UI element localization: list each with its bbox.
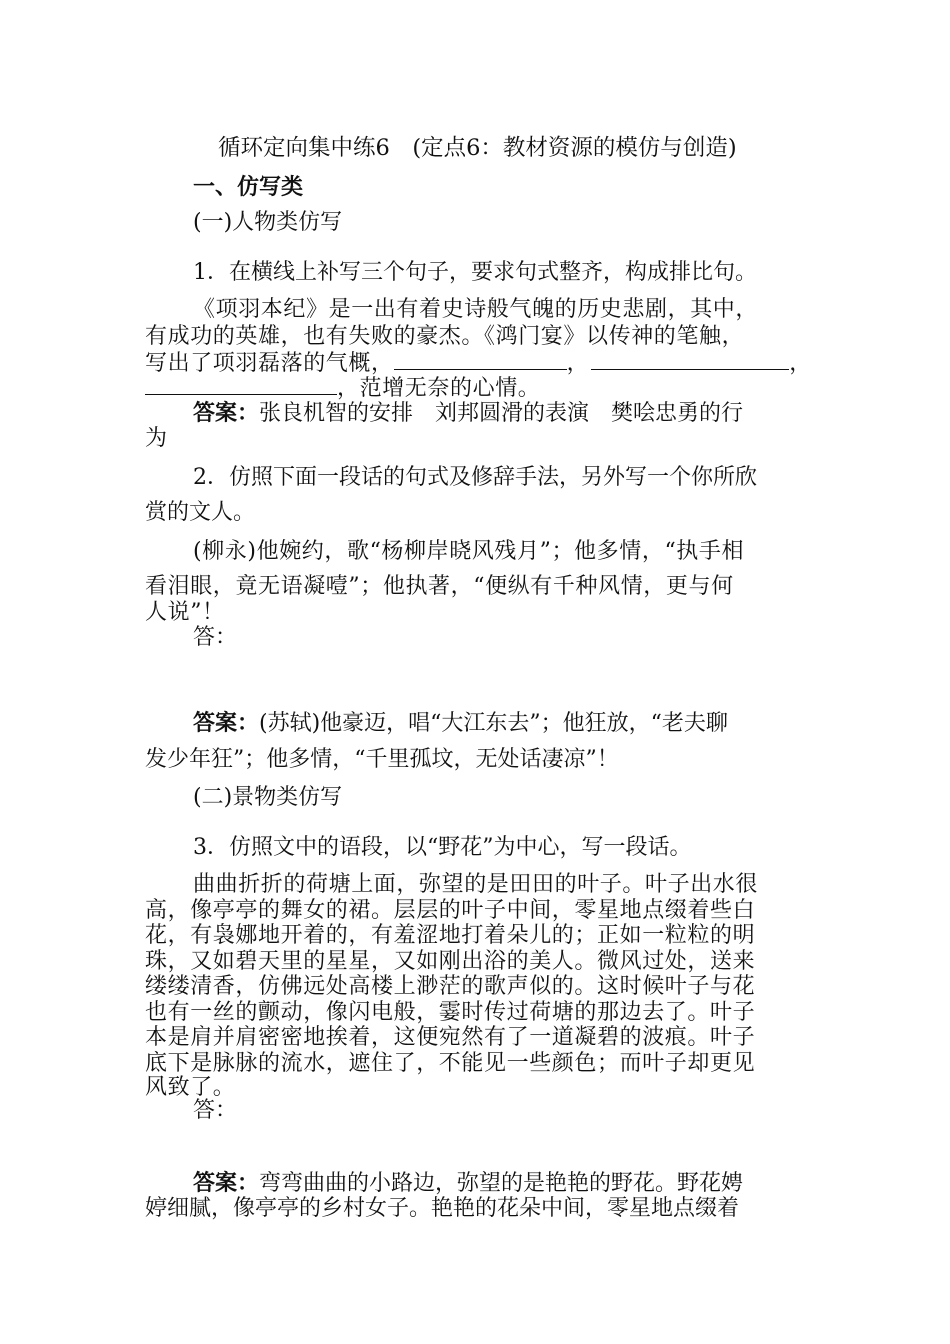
answer-prompt: 答： — [193, 1098, 238, 1123]
fill-blank-1[interactable] — [394, 349, 567, 370]
answer-label: 答案： — [193, 1170, 260, 1196]
question-3-answer-cont: 婷细腻，像亭亭的乡村女子。艳艳的花朵中间，零星地点缀着 — [145, 1196, 740, 1221]
question-3-passage-line: 高，像亭亭的舞女的裙。层层的叶子中间，零星地点缀着些白 — [145, 898, 756, 923]
question-1-passage-line: 有成功的英雄，也有失败的豪杰。《鸿门宴》以传神的笔触， — [145, 324, 745, 349]
answer-label: 答案： — [193, 400, 260, 426]
answer-text: 张良机智的安排 刘邦圆滑的表演 樊哙忠勇的行 — [259, 401, 744, 426]
answer-text: 弯弯曲曲的小路边，弥望的是艳艳的野花。野花娉 — [259, 1171, 744, 1196]
page-title: 循环定向集中练6 (定点6：教材资源的模仿与创造) — [218, 135, 737, 161]
passage-text: ，范增无奈的心情。 — [337, 376, 541, 401]
subsection-heading: (一)人物类仿写 — [193, 210, 343, 235]
question-3-passage-line: 缕缕清香，仿佛远处高楼上渺茫的歌声似的。这时候叶子与花 — [145, 974, 756, 999]
question-3-prompt: 3．仿照文中的语段，以“野花”为中心，写一段话。 — [193, 835, 692, 860]
section-heading: 一、仿写类 — [193, 174, 304, 200]
question-2-answer-cont: 发少年狂”；他多情，“千里孤坟，无处话凄凉”！ — [145, 747, 619, 772]
question-3-passage-line: 本是肩并肩密密地挨着，这便宛然有了一道凝碧的波痕。叶子 — [145, 1025, 756, 1050]
question-1-prompt: 1．在横线上补写三个句子，要求句式整齐，构成排比句。 — [193, 260, 757, 285]
question-3-passage-line: 也有一丝的颤动，像闪电般，霎时传过荷塘的那边去了。叶子 — [145, 1000, 756, 1025]
passage-text: 写出了项羽磊落的气概， — [145, 351, 394, 376]
question-2-prompt: 2．仿照下面一段话的句式及修辞手法，另外写一个你所欣 — [193, 465, 757, 490]
question-3-passage-line: 曲曲折折的荷塘上面，弥望的是田田的叶子。叶子出水很 — [193, 872, 759, 897]
separator: ， — [566, 351, 590, 376]
subsection-heading: (二)景物类仿写 — [193, 785, 343, 810]
question-2-passage-line: 人说”！ — [145, 600, 225, 625]
question-3-passage-line: 风致了。 — [145, 1075, 236, 1100]
answer-text: (苏轼)他豪迈，唱“大江东去”；他狂放，“老夫聊 — [259, 711, 728, 736]
question-3-passage-line: 底下是脉脉的流水，遮住了，不能见一些颜色；而叶子却更见 — [145, 1051, 756, 1076]
question-2-prompt-cont: 赏的文人。 — [145, 500, 256, 525]
question-3-passage-line: 花，有袅娜地开着的，有羞涩地打着朵儿的；正如一粒粒的明 — [145, 923, 756, 948]
fill-blank-3[interactable] — [145, 374, 337, 395]
question-2-passage-line: (柳永)他婉约，歌“杨柳岸晓风残月”；他多情，“执手相 — [193, 539, 745, 564]
fill-blank-2[interactable] — [591, 349, 789, 370]
separator: ， — [789, 351, 812, 376]
question-1-answer-cont: 为 — [145, 426, 168, 451]
question-2-answer — [193, 708, 810, 739]
answer-prompt: 答： — [193, 625, 238, 650]
answer-label: 答案： — [193, 710, 260, 736]
question-1-passage-line: 《项羽本纪》是一出有着史诗般气魄的历史悲剧，其中， — [193, 297, 759, 322]
question-3-passage-line: 珠，又如碧天里的星星，又如刚出浴的美人。微风过处，送来 — [145, 949, 756, 974]
question-2-passage-line: 看泪眼，竟无语凝噎”；他执著，“便纵有千种风情，更与何 — [145, 574, 734, 599]
